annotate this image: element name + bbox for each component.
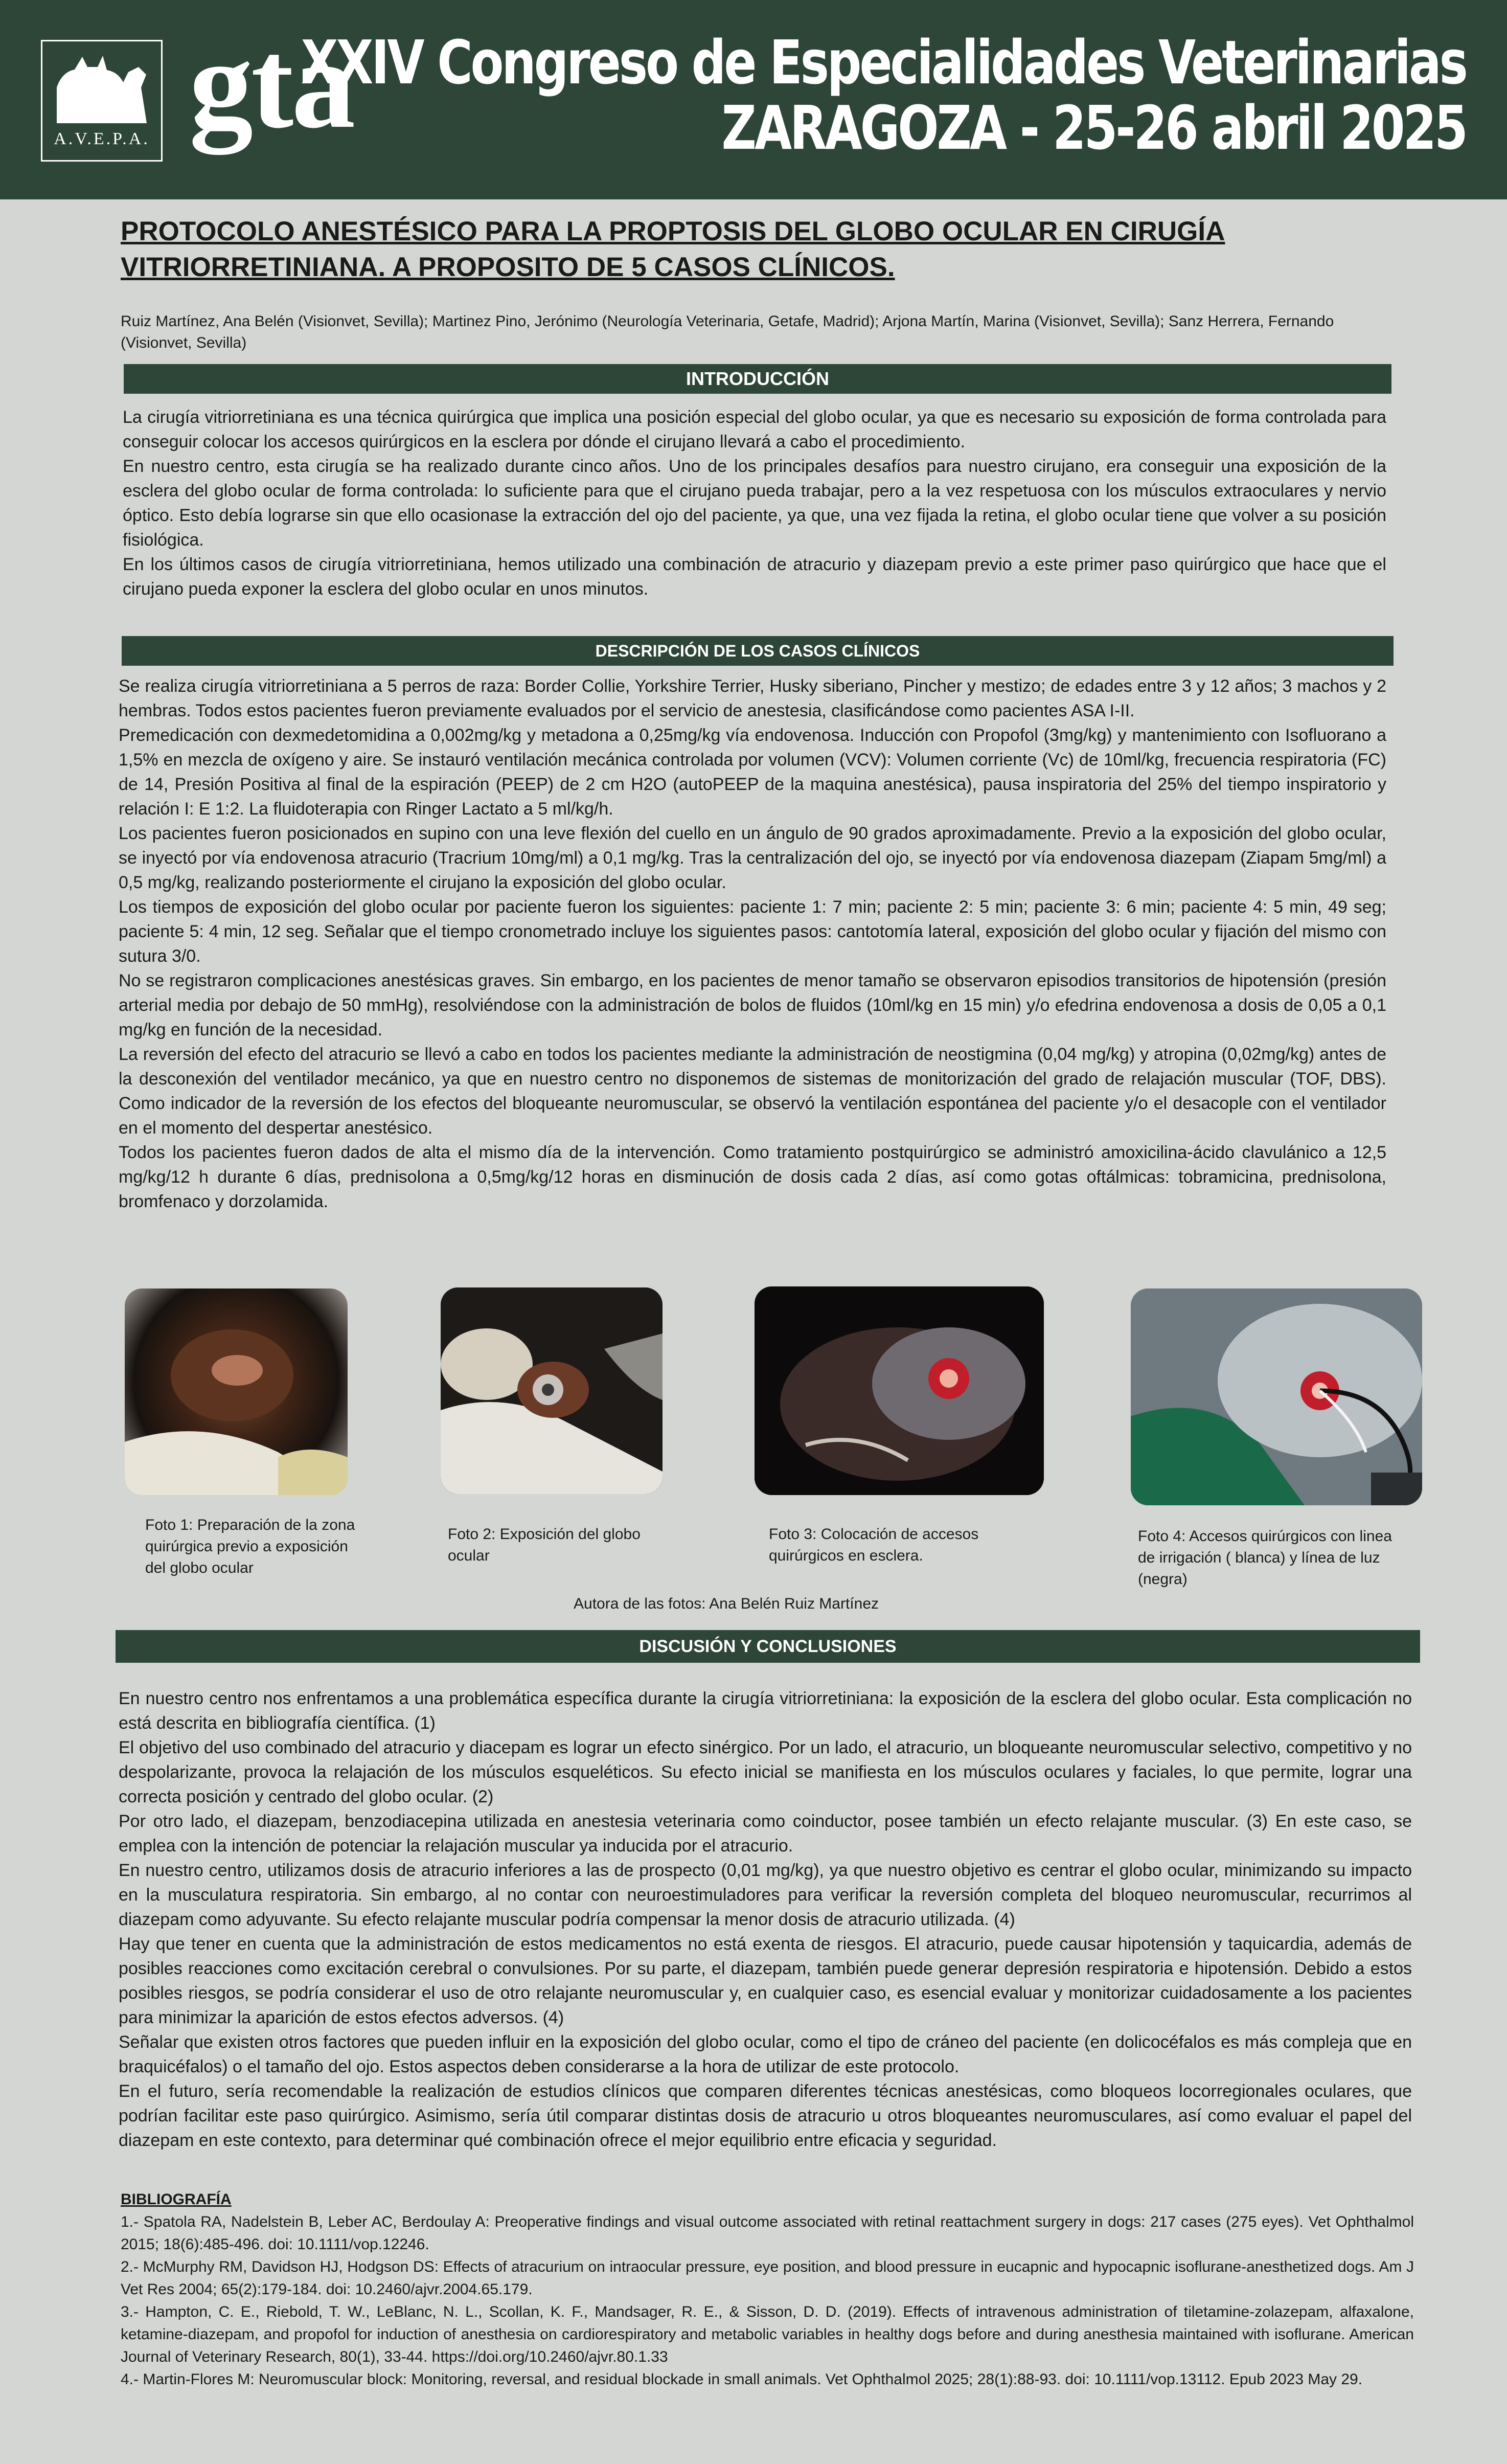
intro-paragraph: La cirugía vitriorretiniana es una técnica quirúrgica que implica una posición especial del globo ocular, ya que es necesario su exposición de forma controlada para conseguir colocar los accesos quirúrgicos en la esclera por dónde el cirujano llevará a cabo el procedimiento. [123,408,1386,451]
reference-item: 4.- Martin-Flores M: Neuromuscular block: Monitoring, reversal, and residual blockade in small animals. Vet Ophthalmol 2025; 28(1):88-93. doi: 10.1111/vop.13112. Epub 2023 May 29. [121,2371,1363,2388]
discussion-paragraph: Señalar que existen otros factores que pueden influir en la exposición del globo ocular, como el tipo de cráneo del paciente (en dolicocéfalos es más compleja que en braquicéfalos) o el tamaño del ojo. Estos aspectos deben considerarse a la hora de utilizar de este protocolo. [119,2032,1412,2076]
avepa-logo-text: A.V.E.P.A. [54,129,150,148]
intro-paragraph: En nuestro centro, esta cirugía se ha realizado durante cinco años. Uno de los principales desafíos para nuestro cirujano, era conseguir una exposición de la esclera del globo ocular de forma controlada: lo suficiente para que el cirujano pueda trabajar, pero a la vez respetuosa con los músculos extraoculares y nervio óptico. Esto debía lograrse sin que ello ocasionase la extracción del ojo del paciente, ya que, una vez fijada la retina, el globo ocular tiene que volver a su posición fisiológica. [123,457,1386,550]
reference-item: 2.- McMurphy RM, Davidson HJ, Hodgson DS: Effects of atracurium on intraocular pressure, eye position, and blood pressure in eucapnic and hypocapnic isoflurane-anesthetized dogs. Am J Vet Res 2004; 65(2):179-184. doi: 10.2460/ajvr.2004.65.179. [121,2258,1414,2298]
reference-item: 1.- Spatola RA, Nadelstein B, Leber AC, Berdoulay A: Preoperative findings and visual outcome associated with retinal reattachment surgery in dogs: 217 cases (275 eyes). Vet Ophthalmol 2015; 18(6):485-496. doi: 10.1111/vop.12246. [121,2213,1414,2253]
discussion-paragraph: Por otro lado, el diazepam, benzodiacepina utilizada en anestesia veterinaria como coinductor, posee también un efecto relajante muscular. (3) En este caso, se emplea con la intención de potenciar la relajación muscular ya inducida por el atracurio. [119,1812,1412,1856]
poster-header [0,0,1507,199]
discussion-paragraph: Hay que tener en cuenta que la administración de estos medicamentos no está exenta de riesgos. El atracurio, puede causar hipotensión y taquicardia, además de posibles reacciones como excitación cerebral o convulsiones. Por su parte, el diazepam, también puede generar depresión respiratoria e hipotensión. Debido a estos posibles riesgos, se podría considerar el uso de otro relajante neuromuscular y, en cualquier caso, es esencial evaluar y monitorizar cuidadosamente a los pacientes para minimizar la aparición de estos efectos adversos. (4) [119,1934,1412,2027]
photo-4-caption: Foto 4: Accesos quirúrgicos con linea de irrigación ( blanca) y línea de luz (negra) [1138,1528,1392,1588]
cases-paragraph: Se realiza cirugía vitriorretiniana a 5 perros de raza: Border Collie, Yorkshire Terrier, Husky siberiano, Pincher y mestizo; de edades entre 3 y 12 años; 3 machos y 2 hembras. Todos estos pacientes fueron previamente evaluados por el servicio de anestesia, clasificándose como pacientes ASA I-II. [119,676,1386,720]
scleral-ports-image [755,1286,1044,1495]
animals-silhouette-icon [52,52,152,123]
congress-name: XXIV Congreso de Especialidades Veterinarias [301,27,1466,98]
reference-item: 3.- Hampton, C. E., Riebold, T. W., LeBlanc, N. L., Scollan, K. F., Mandsager, R. E., & Sisson, D. D. (2019). Effects of intravenous administration of tiletamine-zolazepam, alfaxalone, ketamine-diazepam, and propofol for induction of anesthesia on cardiorespiratory and metabolic variables in healthy dogs before and during anesthesia maintained with isoflurane. American Journal of Veterinary Research, 80(1), 33-44. https://doi.org/10.2460/ajvr.80.1.33 [121,2303,1414,2365]
discussion-heading: DISCUSIÓN Y CONCLUSIONES [116,1630,1420,1663]
intro-text [123,405,1386,601]
poster-title [121,214,1399,285]
bibliography [121,2188,1414,2391]
photo-1-caption: Foto 1: Preparación de la zona quirúrgica previo a exposición del globo ocular [145,1517,355,1576]
intro-paragraph: En los últimos casos de cirugía vitriorretiniana, hemos utilizado una combinación de atracurio y diazepam previo a este primer paso quirúrgico que hace que el cirujano pueda exponer la esclera del globo ocular en unos minutos. [123,555,1386,599]
congress-location-date: ZARAGOZA - 25-26 abril 2025 [721,93,1466,163]
discussion-paragraph: En el futuro, sería recomendable la realización de estudios clínicos que comparen diferentes técnicas anestésicas, como bloqueos locorregionales oculares, que podrían facilitar este paso quirúrgico. Asimismo, sería útil comparar distintas dosis de atracurio u otros bloqueantes neuromusculares, así como evaluar el papel del diazepam en este contexto, para determinar qué combinación ofrece el mejor equilibrio entre eficacia y seguridad. [119,2082,1412,2150]
intro-heading: INTRODUCCIÓN [124,364,1391,394]
cases-paragraph: Todos los pacientes fueron dados de alta el mismo día de la intervención. Como tratamiento postquirúrgico se administró amoxicilina-ácido clavulánico a 12,5 mg/kg/12 h durante 6 días, prednisolona a 0,5mg/kg/12 horas en disminución de dosis cada 2 días, así como gotas oftálmicas: tobramicina, prednisolona, bromfenaco y dorzolamida. [119,1143,1386,1211]
photo-credit: Autora de las fotos: Ana Belén Ruiz Martínez [574,1595,879,1612]
title-line-1: PROTOCOLO ANESTÉSICO PARA LA PROPTOSIS DEL GLOBO OCULAR EN CIRUGÍA [121,216,1225,246]
authors: Ruiz Martínez, Ana Belén (Visionvet, Sevilla); Martinez Pino, Jerónimo (Neurología Veterinaria, Getafe, Madrid); Arjona Martín, Marina (Visionvet, Sevilla); Sanz Herrera, Fernando (Visionvet, Sevilla) [121,313,1334,351]
irrigation-light-line-image [1131,1288,1422,1505]
discussion-text [119,1686,1412,2153]
avepa-logo [41,40,163,162]
cases-heading: DESCRIPCIÓN DE LOS CASOS CLÍNICOS [122,636,1394,666]
cases-paragraph: Los pacientes fueron posicionados en supino con una leve flexión del cuello en un ángulo de 90 grados aproximadamente. Previo a la exposición del globo ocular, se inyectó por vía endovenosa atracurio (Tracrium 10mg/ml) a 0,1 mg/kg. Tras la centralización del ojo, se inyectó por vía endovenosa diazepam (Ziapam 5mg/ml) a 0,5 mg/kg, realizando posteriormente el cirujano la exposición del globo ocular. [119,824,1386,892]
photo-4 [1131,1288,1422,1505]
cases-paragraph: Premedicación con dexmedetomidina a 0,002mg/kg y metadona a 0,25mg/kg vía endovenosa. Inducción con Propofol (3mg/kg) y mantenimiento con Isofluorano a 1,5% en mezcla de oxígeno y aire. Se instauró ventilación mecánica controlada por volumen (VCV): Volumen corriente (Vc) de 10ml/kg, frecuencia respiratoria (FC) de 14, Presión Positiva al final de la espiración (PEEP) de 2 cm H2O (autoPEEP de la maquina anestésica), pausa inspiratoria del 25% del tiempo inspiratorio y relación I: E 1:2. La fluidoterapia con Ringer Lactato a 5 ml/kg/h. [119,726,1386,819]
gta-brand: gta [189,13,354,155]
photo-2 [441,1287,663,1494]
discussion-paragraph: El objetivo del uso combinado del atracurio y diacepam es lograr un efecto sinérgico. Por un lado, el atracurio, un bloqueante neuromuscular selectivo, competitivo y no despolarizante, provoca la relajación de los músculos esqueléticos. Su efecto inicial se manifiesta en los músculos oculares y faciales, lo que permite, lograr una correcta posición y centrado del globo ocular. (2) [119,1738,1412,1806]
congress-title [301,27,1466,163]
surgery-prep-image [125,1288,348,1495]
discussion-paragraph: En nuestro centro nos enfrentamos a una problemática específica durante la cirugía vitriorretiniana: la exposición de la esclera del globo ocular. Esta complicación no está descrita en bibliografía científica. (1) [119,1689,1412,1733]
photo-2-caption: Foto 2: Exposición del globo ocular [448,1526,641,1564]
cases-paragraph: No se registraron complicaciones anestésicas graves. Sin embargo, en los pacientes de menor tamaño se observaron episodios transitorios de hipotensión (presión arterial media por debajo de 50 mmHg), resolviéndose con la administración de bolos de fluidos (10ml/kg en 15 min) y/o efedrina endovenosa a dosis de 0,05 a 0,1 mg/kg en función de la necesidad. [119,971,1386,1039]
eye-exposure-image [441,1287,663,1494]
discussion-paragraph: En nuestro centro, utilizamos dosis de atracurio inferiores a las de prospecto (0,01 mg/kg), ya que nuestro objetivo es centrar el globo ocular, minimizando su impacto en la musculatura respiratoria. Sin embargo, al no contar con neuroestimuladores para verificar la reversión completa del bloqueo neuromuscular, recurrimos al diazepam como adyuvante. Su efecto relajante muscular podría compensar la menor dosis de atracurio utilizada. (4) [119,1861,1412,1929]
cases-paragraph: Los tiempos de exposición del globo ocular por paciente fueron los siguientes: paciente 1: 7 min; paciente 2: 5 min; paciente 3: 6 min; paciente 4: 5 min, 49 seg; paciente 5: 4 min, 12 seg. Señalar que el tiempo cronometrado incluye los siguientes pasos: cantotomía lateral, exposición del globo ocular y fijación del mismo con sutura 3/0. [119,897,1386,966]
bibliography-heading: BIBLIOGRAFÍA [121,2191,232,2208]
photo-3 [755,1286,1044,1495]
photo-1 [125,1288,348,1495]
cases-paragraph: La reversión del efecto del atracurio se llevó a cabo en todos los pacientes mediante la administración de neostigmina (0,04 mg/kg) y atropina (0,02mg/kg) antes de la desconexión del ventilador mecánico, ya que en nuestro centro no disponemos de sistemas de monitorización del grado de relajación muscular (TOF, DBS). Como indicador de la reversión de los efectos del bloqueante neuromuscular, se observó la ventilación espontánea del paciente y/o el desacople con el ventilador en el momento del despertar anestésico. [119,1045,1386,1138]
title-line-2: VITRIORRETINIANA. A PROPOSITO DE 5 CASOS CLÍNICOS. [121,252,895,282]
photo-3-caption: Foto 3: Colocación de accesos quirúrgicos en esclera. [769,1526,979,1564]
cases-text [119,674,1386,1214]
